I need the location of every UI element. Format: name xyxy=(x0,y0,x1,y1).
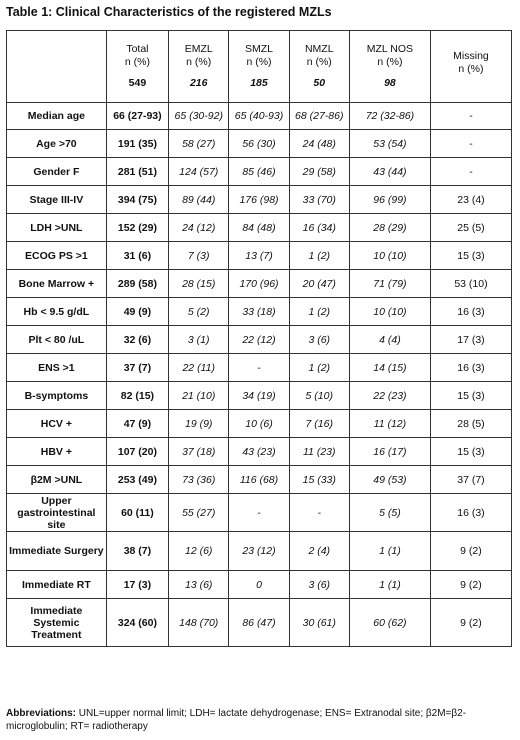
table-cell: 23 (12) xyxy=(229,532,289,571)
table-cell: 124 (57) xyxy=(169,158,229,186)
row-label: Median age xyxy=(7,103,107,130)
header-total xyxy=(106,31,168,103)
header-corner xyxy=(7,31,107,103)
table-cell: 71 (79) xyxy=(349,270,430,298)
table-cell: 394 (75) xyxy=(106,186,168,214)
row-label: HCV + xyxy=(7,410,107,438)
table-row xyxy=(7,532,512,571)
table-cell: 253 (49) xyxy=(106,466,168,494)
row-label: ECOG PS >1 xyxy=(7,242,107,270)
table-cell: 85 (46) xyxy=(229,158,289,186)
table-cell: 12 (6) xyxy=(169,532,229,571)
table-cell: 2 (4) xyxy=(289,532,349,571)
table-cell: 22 (23) xyxy=(349,382,430,410)
abbreviations-text: UNL=upper normal limit; LDH= lactate dehydrogenase; ENS= Extranodal site; β2M=β2-microglobulin; RT= radiotherapy xyxy=(6,708,467,732)
table-cell: 43 (44) xyxy=(349,158,430,186)
table-cell: 1 (2) xyxy=(289,354,349,382)
table-cell: 37 (7) xyxy=(106,354,168,382)
table-cell: 53 (54) xyxy=(349,130,430,158)
table-cell: 170 (96) xyxy=(229,270,289,298)
table-cell: 37 (7) xyxy=(430,466,511,494)
table-cell: 33 (70) xyxy=(289,186,349,214)
table-cell: 60 (11) xyxy=(106,494,168,532)
table-row xyxy=(7,438,512,466)
table-cell: 28 (5) xyxy=(430,410,511,438)
table-row xyxy=(7,242,512,270)
table-row xyxy=(7,494,512,532)
table-cell: 15 (3) xyxy=(430,242,511,270)
table-cell: 65 (40-93) xyxy=(229,103,289,130)
row-label: Immediate RT xyxy=(7,571,107,599)
table-cell: 7 (3) xyxy=(169,242,229,270)
table-cell: 5 (10) xyxy=(289,382,349,410)
column-name: EMZL xyxy=(184,43,213,55)
table-cell: 32 (6) xyxy=(106,326,168,354)
table-cell: 23 (4) xyxy=(430,186,511,214)
table-cell: 16 (3) xyxy=(430,354,511,382)
table-cell: 10 (10) xyxy=(349,242,430,270)
table-cell: 22 (11) xyxy=(169,354,229,382)
table-cell: 16 (34) xyxy=(289,214,349,242)
table-cell: 33 (18) xyxy=(229,298,289,326)
row-label: Bone Marrow + xyxy=(7,270,107,298)
table-cell: 86 (47) xyxy=(229,599,289,647)
column-count: 549 xyxy=(128,77,147,89)
table-cell: 1 (2) xyxy=(289,298,349,326)
header-row xyxy=(7,31,512,103)
table-cell: 15 (3) xyxy=(430,382,511,410)
table-cell: 43 (23) xyxy=(229,438,289,466)
table-cell: 56 (30) xyxy=(229,130,289,158)
table-cell: 148 (70) xyxy=(169,599,229,647)
table-row xyxy=(7,466,512,494)
table-cell: 116 (68) xyxy=(229,466,289,494)
table-cell: 5 (2) xyxy=(169,298,229,326)
table-cell: 20 (47) xyxy=(289,270,349,298)
table-row xyxy=(7,214,512,242)
table-row xyxy=(7,103,512,130)
column-name: MZL NOS xyxy=(366,43,414,55)
table-cell: 55 (27) xyxy=(169,494,229,532)
table-cell: 24 (48) xyxy=(289,130,349,158)
table-cell: 152 (29) xyxy=(106,214,168,242)
table-cell: - xyxy=(430,158,511,186)
table-cell: 25 (5) xyxy=(430,214,511,242)
table-title: Table 1: Clinical Characteristics of the registered MZLs xyxy=(6,5,332,19)
table-cell: 22 (12) xyxy=(229,326,289,354)
table-row xyxy=(7,326,512,354)
row-label: Stage III-IV xyxy=(7,186,107,214)
table-cell: 13 (6) xyxy=(169,571,229,599)
table-cell: 68 (27-86) xyxy=(289,103,349,130)
table-cell: 53 (10) xyxy=(430,270,511,298)
table-cell: - xyxy=(229,494,289,532)
column-name: SMZL xyxy=(244,43,273,55)
row-label: Immediate Surgery xyxy=(7,532,107,571)
column-name: Missing xyxy=(453,49,489,62)
table-row xyxy=(7,599,512,647)
column-sub: n (%) xyxy=(458,62,484,75)
table-cell: 13 (7) xyxy=(229,242,289,270)
table-cell: 34 (19) xyxy=(229,382,289,410)
table-row xyxy=(7,130,512,158)
table-cell: 16 (3) xyxy=(430,298,511,326)
header-missing xyxy=(430,31,511,103)
row-label: Age >70 xyxy=(7,130,107,158)
column-sub: n (%) xyxy=(306,56,332,68)
table-cell: 3 (1) xyxy=(169,326,229,354)
table-cell: 9 (2) xyxy=(430,599,511,647)
table-cell: 9 (2) xyxy=(430,571,511,599)
row-label: Upper gastrointestinal site xyxy=(7,494,107,532)
header-mzl-nos xyxy=(349,31,430,103)
table-cell: - xyxy=(289,494,349,532)
table-cell: 60 (62) xyxy=(349,599,430,647)
table-cell: 65 (30-92) xyxy=(169,103,229,130)
table-row xyxy=(7,382,512,410)
table-cell: 24 (12) xyxy=(169,214,229,242)
table-cell: 3 (6) xyxy=(289,571,349,599)
table-cell: 82 (15) xyxy=(106,382,168,410)
table-cell: 191 (35) xyxy=(106,130,168,158)
table-cell: - xyxy=(229,354,289,382)
column-name: Total xyxy=(126,43,149,55)
column-sub: n (%) xyxy=(246,56,272,68)
column-sub: n (%) xyxy=(377,56,403,68)
column-name: NMZL xyxy=(304,43,334,55)
table-cell: 84 (48) xyxy=(229,214,289,242)
table-cell: 1 (2) xyxy=(289,242,349,270)
table-cell: 66 (27-93) xyxy=(106,103,168,130)
table-cell: 28 (29) xyxy=(349,214,430,242)
table-cell: 11 (23) xyxy=(289,438,349,466)
header-emzl xyxy=(169,31,229,103)
table-cell: 3 (6) xyxy=(289,326,349,354)
table-cell: 30 (61) xyxy=(289,599,349,647)
table-cell: 7 (16) xyxy=(289,410,349,438)
table-cell: 16 (3) xyxy=(430,494,511,532)
table-row xyxy=(7,158,512,186)
table-cell: 1 (1) xyxy=(349,571,430,599)
table-cell: 1 (1) xyxy=(349,532,430,571)
table-cell: 176 (98) xyxy=(229,186,289,214)
table-cell: 37 (18) xyxy=(169,438,229,466)
table-row xyxy=(7,354,512,382)
table-cell: 21 (10) xyxy=(169,382,229,410)
table-cell: 49 (9) xyxy=(106,298,168,326)
header-smzl xyxy=(229,31,289,103)
table-cell: - xyxy=(430,103,511,130)
table-cell: 0 xyxy=(229,571,289,599)
table-row xyxy=(7,571,512,599)
table-cell: - xyxy=(430,130,511,158)
table-cell: 29 (58) xyxy=(289,158,349,186)
table-cell: 10 (10) xyxy=(349,298,430,326)
table-cell: 107 (20) xyxy=(106,438,168,466)
table-cell: 58 (27) xyxy=(169,130,229,158)
column-sub: n (%) xyxy=(186,56,212,68)
table-cell: 281 (51) xyxy=(106,158,168,186)
row-label: LDH >UNL xyxy=(7,214,107,242)
row-label: Immediate Systemic Treatment xyxy=(7,599,107,647)
table-cell: 17 (3) xyxy=(430,326,511,354)
table-cell: 324 (60) xyxy=(106,599,168,647)
row-label: HBV + xyxy=(7,438,107,466)
table-cell: 47 (9) xyxy=(106,410,168,438)
table-cell: 73 (36) xyxy=(169,466,229,494)
row-label: Gender F xyxy=(7,158,107,186)
column-count: 216 xyxy=(189,77,208,89)
column-count: 185 xyxy=(250,77,268,89)
table-row xyxy=(7,186,512,214)
table-cell: 96 (99) xyxy=(349,186,430,214)
table-cell: 15 (3) xyxy=(430,438,511,466)
header-nmzl xyxy=(289,31,349,103)
table-cell: 10 (6) xyxy=(229,410,289,438)
table-cell: 4 (4) xyxy=(349,326,430,354)
column-sub: n (%) xyxy=(124,56,150,68)
table-row xyxy=(7,298,512,326)
row-label: Plt < 80 /uL xyxy=(7,326,107,354)
column-count: 50 xyxy=(313,77,326,89)
table-cell: 38 (7) xyxy=(106,532,168,571)
table-cell: 89 (44) xyxy=(169,186,229,214)
table-cell: 19 (9) xyxy=(169,410,229,438)
table-cell: 49 (53) xyxy=(349,466,430,494)
table-cell: 17 (3) xyxy=(106,571,168,599)
table-cell: 5 (5) xyxy=(349,494,430,532)
table-row xyxy=(7,410,512,438)
table-cell: 16 (17) xyxy=(349,438,430,466)
table-cell: 72 (32-86) xyxy=(349,103,430,130)
table-cell: 289 (58) xyxy=(106,270,168,298)
abbreviations-label: Abbreviations: xyxy=(6,708,77,719)
table-cell: 28 (15) xyxy=(169,270,229,298)
clinical-characteristics-table xyxy=(6,30,512,647)
table-cell: 31 (6) xyxy=(106,242,168,270)
table-cell: 11 (12) xyxy=(349,410,430,438)
row-label: B-symptoms xyxy=(7,382,107,410)
table-row xyxy=(7,270,512,298)
table-cell: 9 (2) xyxy=(430,532,511,571)
row-label: Hb < 9.5 g/dL xyxy=(7,298,107,326)
row-label: β2M >UNL xyxy=(7,466,107,494)
column-count: 98 xyxy=(384,77,396,89)
table-cell: 15 (33) xyxy=(289,466,349,494)
table-cell: 14 (15) xyxy=(349,354,430,382)
row-label: ENS >1 xyxy=(7,354,107,382)
abbreviations-note xyxy=(6,707,512,733)
